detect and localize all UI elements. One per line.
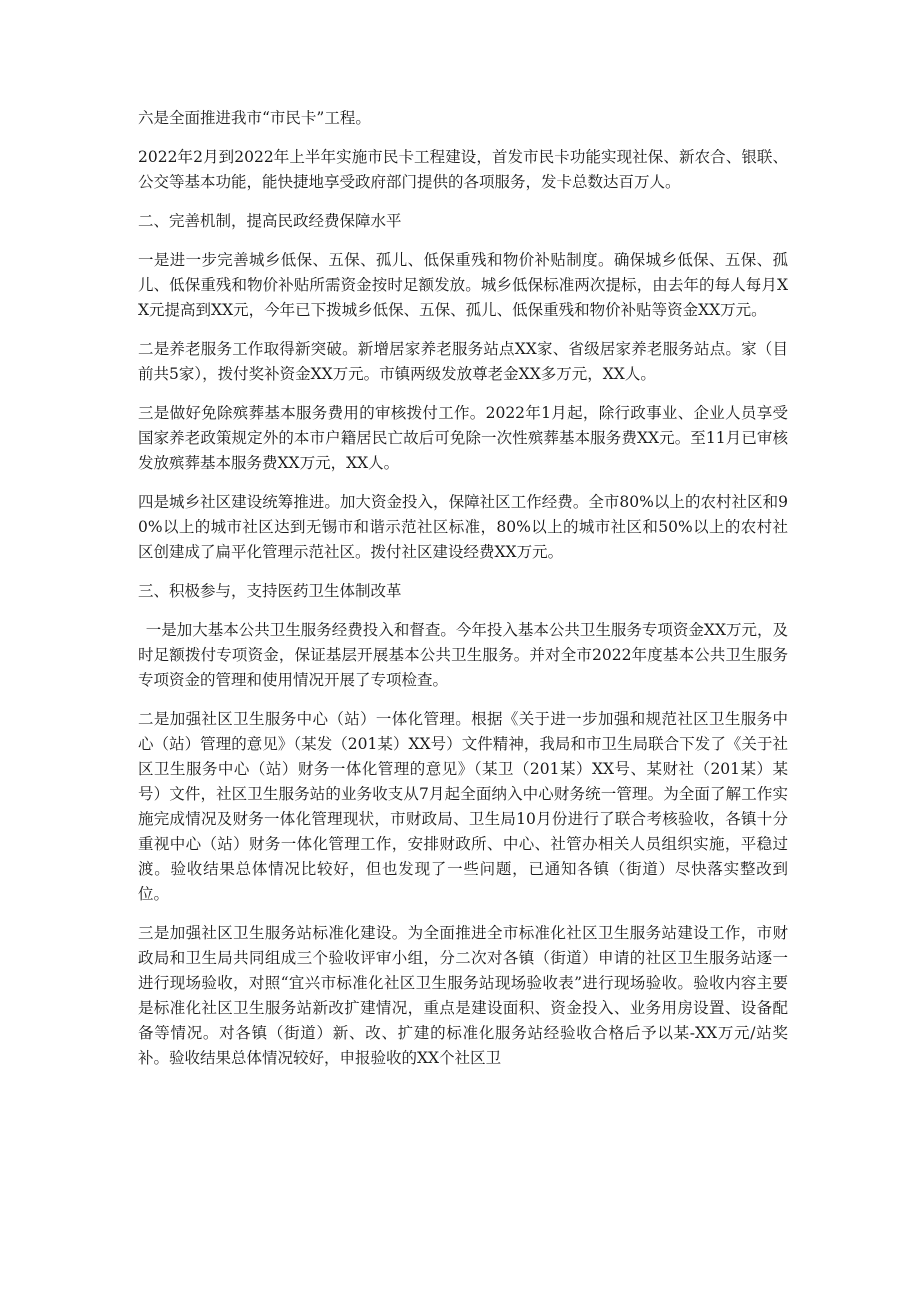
paragraph-3: 一是进一步完善城乡低保、五保、孤儿、低保重残和物价补贴制度。确保城乡低保、五保、孤儿、低保重残和物价补贴所需资金按时足额发放。城乡低保标准两次提标，由去年的每人每月XX元提高到XX元，今年已下拨城乡低保、五保、孤儿、低保重残和物价补贴等资金XX万元。 [138,251,788,319]
paragraph-8: 二是加强社区卫生服务中心（站）一体化管理。根据《关于进一步加强和规范社区卫生服务中心（站）管理的意见》（某发（201某）XX号）文件精神，我局和市卫生局联合下发了《关于社区卫生服务中心（站）财务一体化管理的意见》（某卫（201某）XX号、某财社（201某）某号）文件，社区卫生服务站的业务收支从7月起全面纳入中心财务统一管理。为全面了解工作实施完成情况及财务一体化管理现状，市财政局、卫生局10月份进行了联合考核验收，各镇十分重视中心（站）财务一体化管理工作，安排财政所、中心、社管办相关人员组织实施，平稳过渡。验收结果总体情况比较好，但也发现了一些问题，已通知各镇（街道）尽快落实整改到位。 [138,710,788,903]
paragraph-9: 三是加强社区卫生服务站标准化建设。为全面推进全市标准化社区卫生服务站建设工作，市财政局和卫生局共同组成三个验收评审小组，分二次对各镇（街道）申请的社区卫生服务站逐一进行现场验收，对照“宜兴市标准化社区卫生服务站现场验收表”进行现场验收。验收内容主要是标准化社区卫生服务站新改扩建情况，重点是建设面积、资金投入、业务用房设置、设备配备等情况。对各镇（街道）新、改、扩建的标准化服务站经验收合格后予以某-XX万元/站奖补。验收结果总体情况较好，申报验收的XX个社区卫 [138,924,788,1067]
paragraph-6: 四是城乡社区建设统筹推进。加大资金投入，保障社区工作经费。全市80%以上的农村社区和90%以上的城市社区达到无锡市和谐示范社区标准，80%以上的城市社区和50%以上的农村社区创建成了扁平化管理示范社区。拨付社区建设经费XX万元。 [138,493,788,561]
section-heading-3: 三、积极参与，支持医药卫生体制改革 [138,582,402,600]
paragraph-5: 三是做好免除殡葬基本服务费用的审核拨付工作。2022年1月起，除行政事业、企业人员享受国家养老政策规定外的本市户籍居民亡故后可免除一次性殡葬基本服务费XX元。至11月已审核发放殡葬基本服务费XX万元，XX人。 [138,404,788,472]
paragraph-4: 二是养老服务工作取得新突破。新增居家养老服务站点XX家、省级居家养老服务站点。家（目前共5家），拨付奖补资金XX万元。市镇两级发放尊老金XX多万元，XX人。 [138,340,788,383]
paragraph-2: 2022年2月到2022年上半年实施市民卡工程建设，首发市民卡功能实现社保、新农合、银联、公交等基本功能，能快捷地享受政府部门提供的各项服务，发卡总数达百万人。 [138,148,788,191]
paragraph-7: 一是加大基本公共卫生服务经费投入和督查。今年投入基本公共卫生服务专项资金XX万元，及时足额拨付专项资金，保证基层开展基本公共卫生服务。并对全市2022年度基本公共卫生服务专项资金的管理和使用情况开展了专项检查。 [138,621,788,689]
section-heading-2: 二、完善机制，提高民政经费保障水平 [138,212,402,230]
document-body [138,106,788,1085]
paragraph-1: 六是全面推进我市“市民卡”工程。 [138,109,371,127]
